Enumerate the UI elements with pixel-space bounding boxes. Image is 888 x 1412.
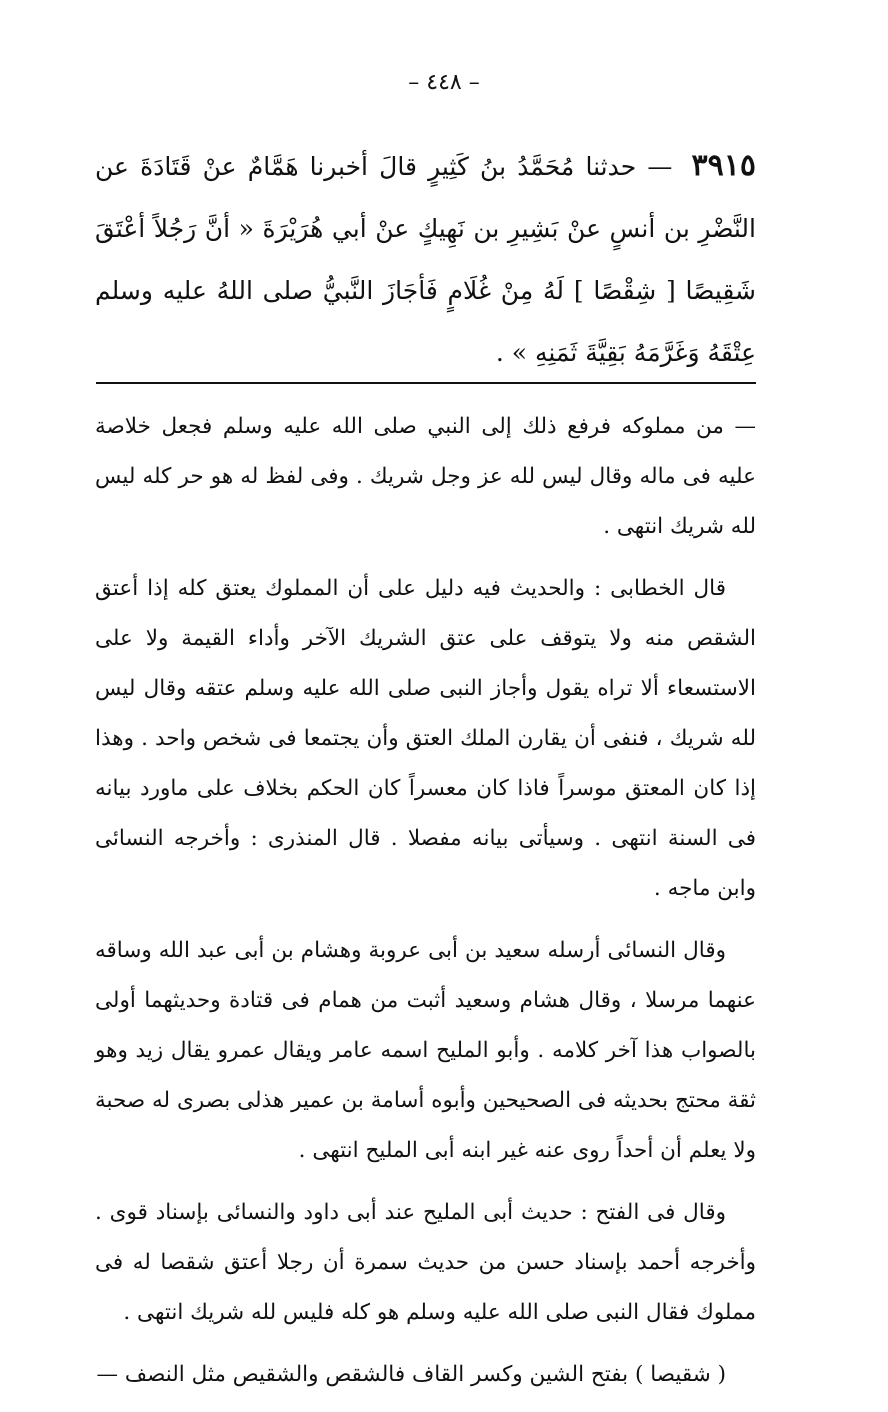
commentary-paragraph: وقال فى الفتح : حديث أبى المليح عند أبى داود والنسائى بإسناد قوى . وأخرجه أحمد بإسناد حسن من حديث سمرة أن رجلا أعتق شقصا له فى مملوك فقال النبى صلى الله عليه وسلم هو كله فليس لله شريك انتهى . — [95, 1200, 756, 1325]
hadith-text-block — [95, 135, 756, 384]
commentary-paragraph: وقال النسائى أرسله سعيد بن أبى عروبة وهشام بن أبى عبد الله وساقه عنهما مرسلا ، وقال هشام وسعيد أثبت من همام فى قتادة وحديثهما أولى بالصواب هذا آخر كلامه . وأبو المليح اسمه عامر ويقال عمرو يقال زيد وهو ثقة محتج بحديثه فى الصحيحين وأبوه أسامة بن عمير هذلى بصرى له صحبة ولا يعلم أن أحداً روى عنه غير ابنه أبى المليح انتهى . — [95, 938, 756, 1163]
commentary-paragraph: — من مملوكه فرفع ذلك إلى النبي صلى الله عليه وسلم فجعل خلاصة عليه فى ماله وقال ليس لله عز وجل شريك . وفى لفظ له هو حر كله ليس لله شريك انتهى . — [95, 414, 756, 539]
page-number: – ٤٤٨ – — [408, 70, 480, 95]
commentary-block — [95, 402, 756, 1412]
hadith-number: ٣٩١٥ — [691, 148, 756, 183]
separator-line — [96, 382, 756, 384]
hadith-text: — حدثنا مُحَمَّدُ بنُ كَثِيرٍ قالَ أخبرنا هَمَّامٌ عنْ قَتَادَةَ عن النَّضْرِ بن أنسٍ عنْ بَشِيرِ بن نَهِيكٍ عنْ أبي هُرَيْرَةَ « أنَّ رَجُلاً أعْتَقَ شَقِيصًا [ شِقْصًا ] لَهُ مِنْ غُلَامٍ فَأجَازَ النَّبيُّ صلى اللهُ عليه وسلم عِتْقَهُ وَغَرَّمَهُ بَقِيَّةَ ثَمَنِهِ » . — [95, 152, 756, 367]
commentary-paragraph: ( شقيصا ) بفتح الشين وكسر القاف فالشقص والشقيص مثل النصف — — [96, 1362, 726, 1387]
commentary-paragraph: قال الخطابى : والحديث فيه دليل على أن المملوك يعتق كله إذا أعتق الشقص منه ولا يتوقف على عتق الشريك الآخر وأداء القيمة ولا على الاستسعاء ألا تراه يقول وأجاز النبى صلى الله عليه وسلم عتقه وقال ليس لله شريك ، فنفى أن يقارن الملك العتق وأن يجتمعا فى شخص واحد . وهذا إذا كان المعتق موسراً فاذا كان معسراً كان الحكم بخلاف على ماورد بيانه فى السنة انتهى . وسيأتى بيانه مفصلا . قال المنذرى : وأخرجه النسائى وابن ماجه . — [95, 576, 756, 901]
